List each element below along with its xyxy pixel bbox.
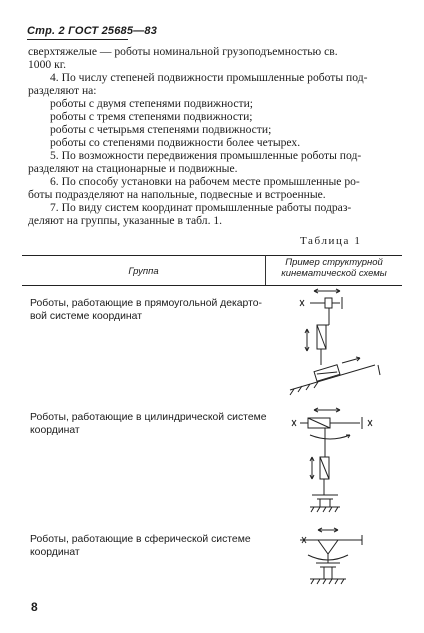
p4-line-1: 4. По числу степеней подвижности промышленные роботы под- — [50, 71, 368, 84]
cylindrical-kinematic-scheme — [280, 405, 390, 515]
table-row-label-cartesian — [30, 297, 270, 323]
header-text: Стр. 2 ГОСТ 25685—83 — [27, 25, 158, 37]
paragraph-block — [28, 45, 398, 227]
spherical-kinematic-scheme — [280, 525, 390, 605]
p4-item: роботы с тремя степенями подвижности; — [50, 110, 253, 123]
table-caption: Таблица 1 — [300, 235, 362, 247]
column-header-group: Группа — [128, 266, 159, 277]
p0-line-1: сверхтяжелые — роботы номинальной грузоподъемностью св. — [28, 45, 338, 58]
p6-line-1: 6. По способу установки на рабочем месте промышленные ро- — [50, 175, 360, 188]
table-top-rule — [22, 255, 402, 256]
column-header-scheme-line: Пример структурной — [285, 257, 383, 268]
row-label-line: Роботы, работающие в сферической системе — [30, 534, 251, 545]
table-row-label-spherical — [30, 533, 270, 559]
p4-item: роботы с двумя степенями подвижности; — [50, 97, 253, 110]
table-row-label-cylindrical — [30, 411, 270, 437]
p4-line-2: разделяют на: — [28, 84, 97, 97]
row-label-line: координат — [30, 425, 80, 436]
p0-line-2: 1000 кг. — [28, 58, 67, 71]
p6-line-2: боты подразделяют на напольные, подвесные и встроенные. — [28, 188, 326, 201]
p4-item: роботы с четырьмя степенями подвижности; — [50, 123, 272, 136]
row-label-line: координат — [30, 547, 80, 558]
page-number: 8 — [31, 600, 38, 614]
page-header — [27, 25, 157, 37]
column-header-scheme-line: кинематической схемы — [281, 268, 387, 279]
row-label-line: Роботы, работающие в цилиндрической системе — [30, 412, 267, 423]
p7-line-1: 7. По виду систем координат промышленные работы подраз- — [50, 201, 352, 214]
row-label-line: вой системе координат — [30, 311, 142, 322]
p7-line-2: деляют на группы, указанные в табл. 1. — [28, 214, 223, 227]
cartesian-kinematic-scheme — [280, 285, 390, 395]
p5-line-1: 5. По возможности передвижения промышленные роботы под- — [50, 149, 362, 162]
row-label-line: Роботы, работающие в прямоугольной декарто- — [30, 298, 262, 309]
p4-item: роботы со степенями подвижности более четырех. — [50, 136, 301, 149]
header-rule — [27, 39, 128, 40]
p5-line-2: разделяют на стационарные и подвижные. — [28, 162, 238, 175]
column-header-scheme — [266, 257, 402, 279]
